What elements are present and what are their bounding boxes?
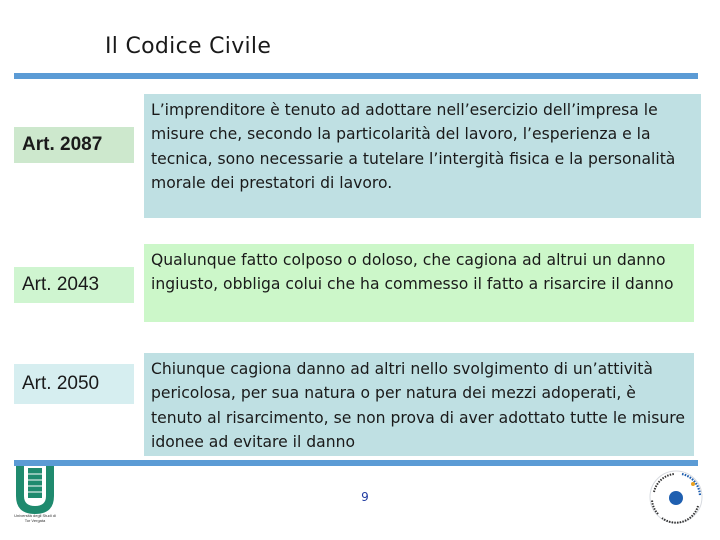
article-text-2043: Qualunque fatto colposo o doloso, che cagiona ad altrui un danno ingiusto, obbliga colui che ha commesso il fatto a risarcire il danno [144,244,694,322]
article-text-2050: Chiunque cagiona danno ad altri nello svolgimento di un’attività pericolosa, per sua natura o per natura dei mezzi adoperati, è tenuto al risarcimento, se non prova di aver adottato tutte le misure idonee ad evitare il danno [144,353,694,456]
university-logo-text: Università degli Studi di Tor Vergata [14,513,56,523]
circular-seal-icon [640,462,712,532]
bottom-divider [14,460,698,466]
article-text-2087: L’imprenditore è tenuto ad adottare nell’esercizio dell’impresa le misure che, secondo la particolarità del lavoro, l’esperienza e la tecnica, sono necessarie a tutelare l’intergità fisica e la personalità morale dei prestatori di lavoro. [144,94,701,218]
article-label-2087: Art. 2087 [14,127,134,163]
page-number: 9 [361,490,369,504]
slide-title: Il Codice Civile [105,34,272,59]
top-divider [14,73,698,79]
article-label-2043: Art. 2043 [14,267,134,303]
article-label-2050: Art. 2050 [14,364,134,404]
